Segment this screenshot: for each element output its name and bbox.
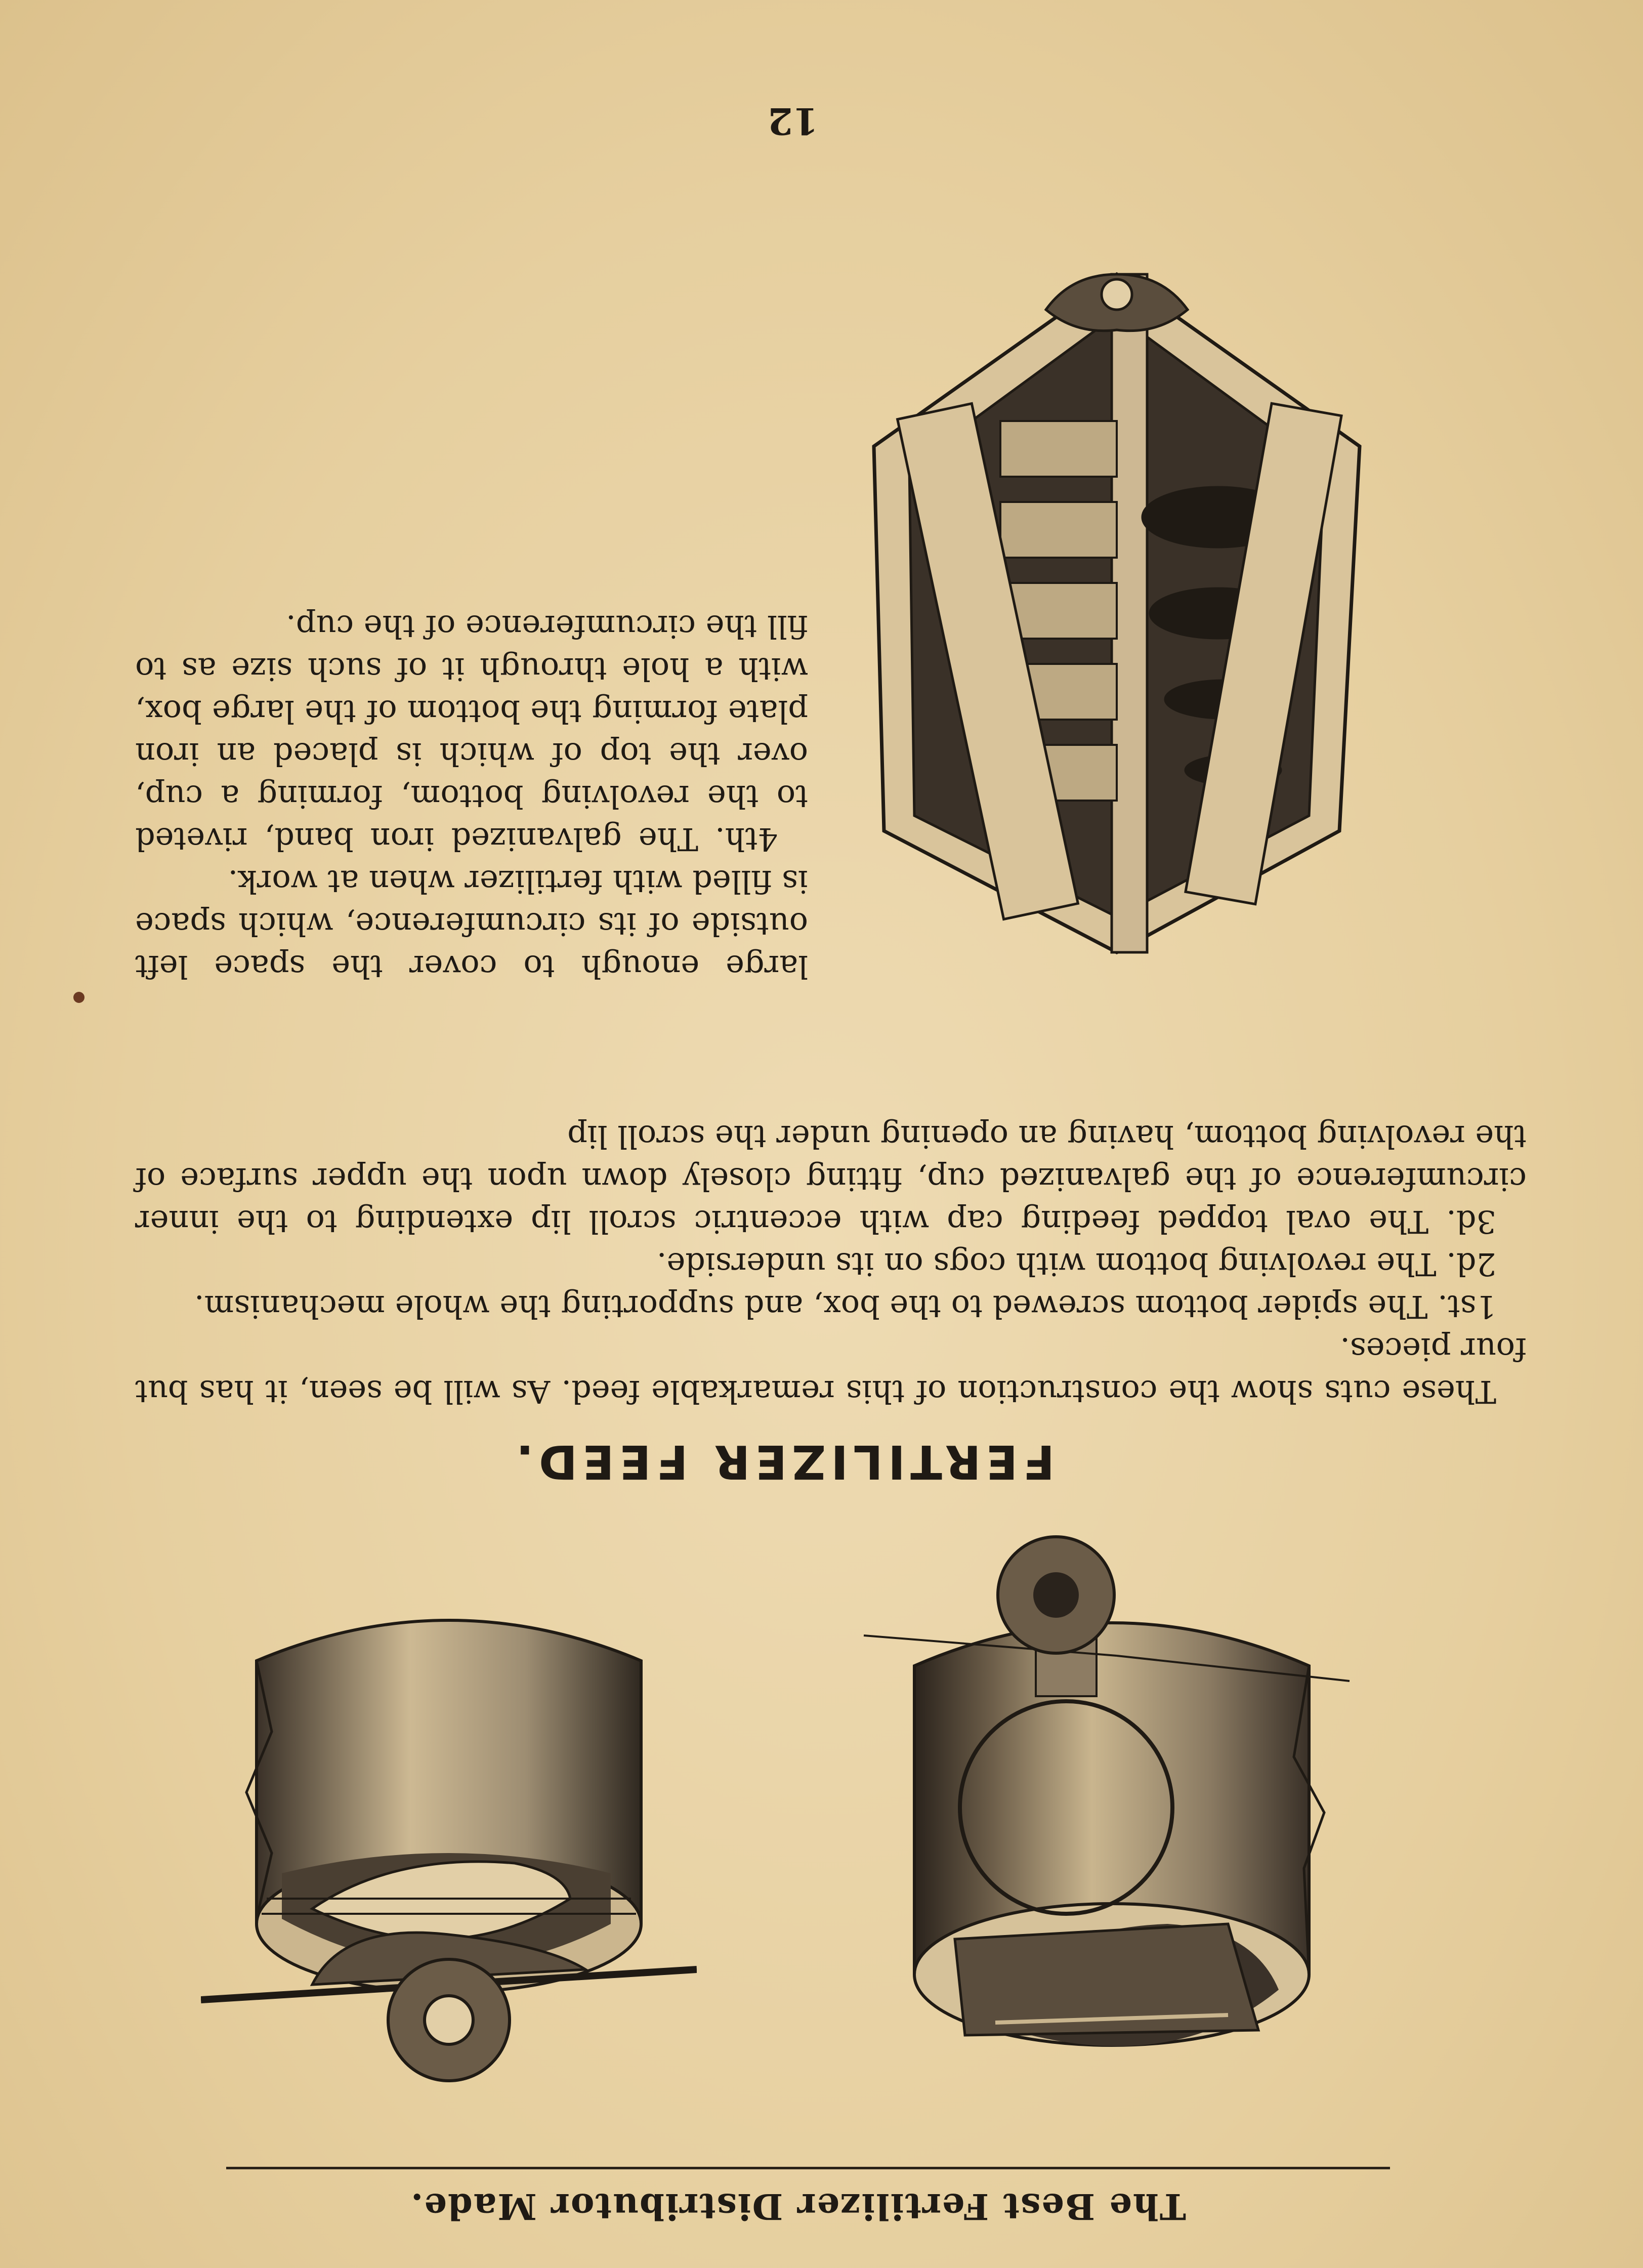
- page-number: 12: [767, 100, 819, 143]
- section-title: FERTILIZER FEED.: [511, 1435, 1055, 1489]
- body-text-upper: [135, 1115, 1527, 1413]
- header-rule: [226, 2167, 1390, 2169]
- feed-cup-illustration: [844, 1529, 1380, 2141]
- paragraph-item-3: 3d. The oval topped feeding cap with eccentric scroll lip extending to the inner circumference of the galvanized cup, fitting closely down upon the upper surface of the revolving bottom, having an opening under the scroll lip: [135, 1118, 1527, 1240]
- paragraph-item-2: 2d. The revolving bottom with cogs on its underside.: [656, 1246, 1496, 1283]
- paragraph-item-1: 1st. The spider bottom screwed to the box, and supporting the whole mechanism.: [194, 1288, 1496, 1325]
- ink-speck: [73, 992, 85, 1003]
- paragraph-item-3-continued: large enough to cover the space left outside of its circumference, which space is filled with fertilizer when at work.: [135, 863, 808, 985]
- paragraph-item-4: 4th. The galvanized iron band, riveted to the revolving bottom, forming a cup, over the top of which is placed an iron plate forming the bottom of the large box, with a hole through it of such size as to fill the circumference of the cup.: [135, 608, 808, 858]
- paragraph-intro: These cuts show the construction of this remarkable feed. As will be seen, it has but four pieces.: [135, 1331, 1527, 1410]
- revolving-bottom-illustration: [201, 1539, 697, 2136]
- body-text-column: [135, 605, 808, 988]
- box-cutaway-illustration: [849, 259, 1380, 983]
- running-title: The Best Fertilizer Distributor Made.: [410, 2186, 1186, 2228]
